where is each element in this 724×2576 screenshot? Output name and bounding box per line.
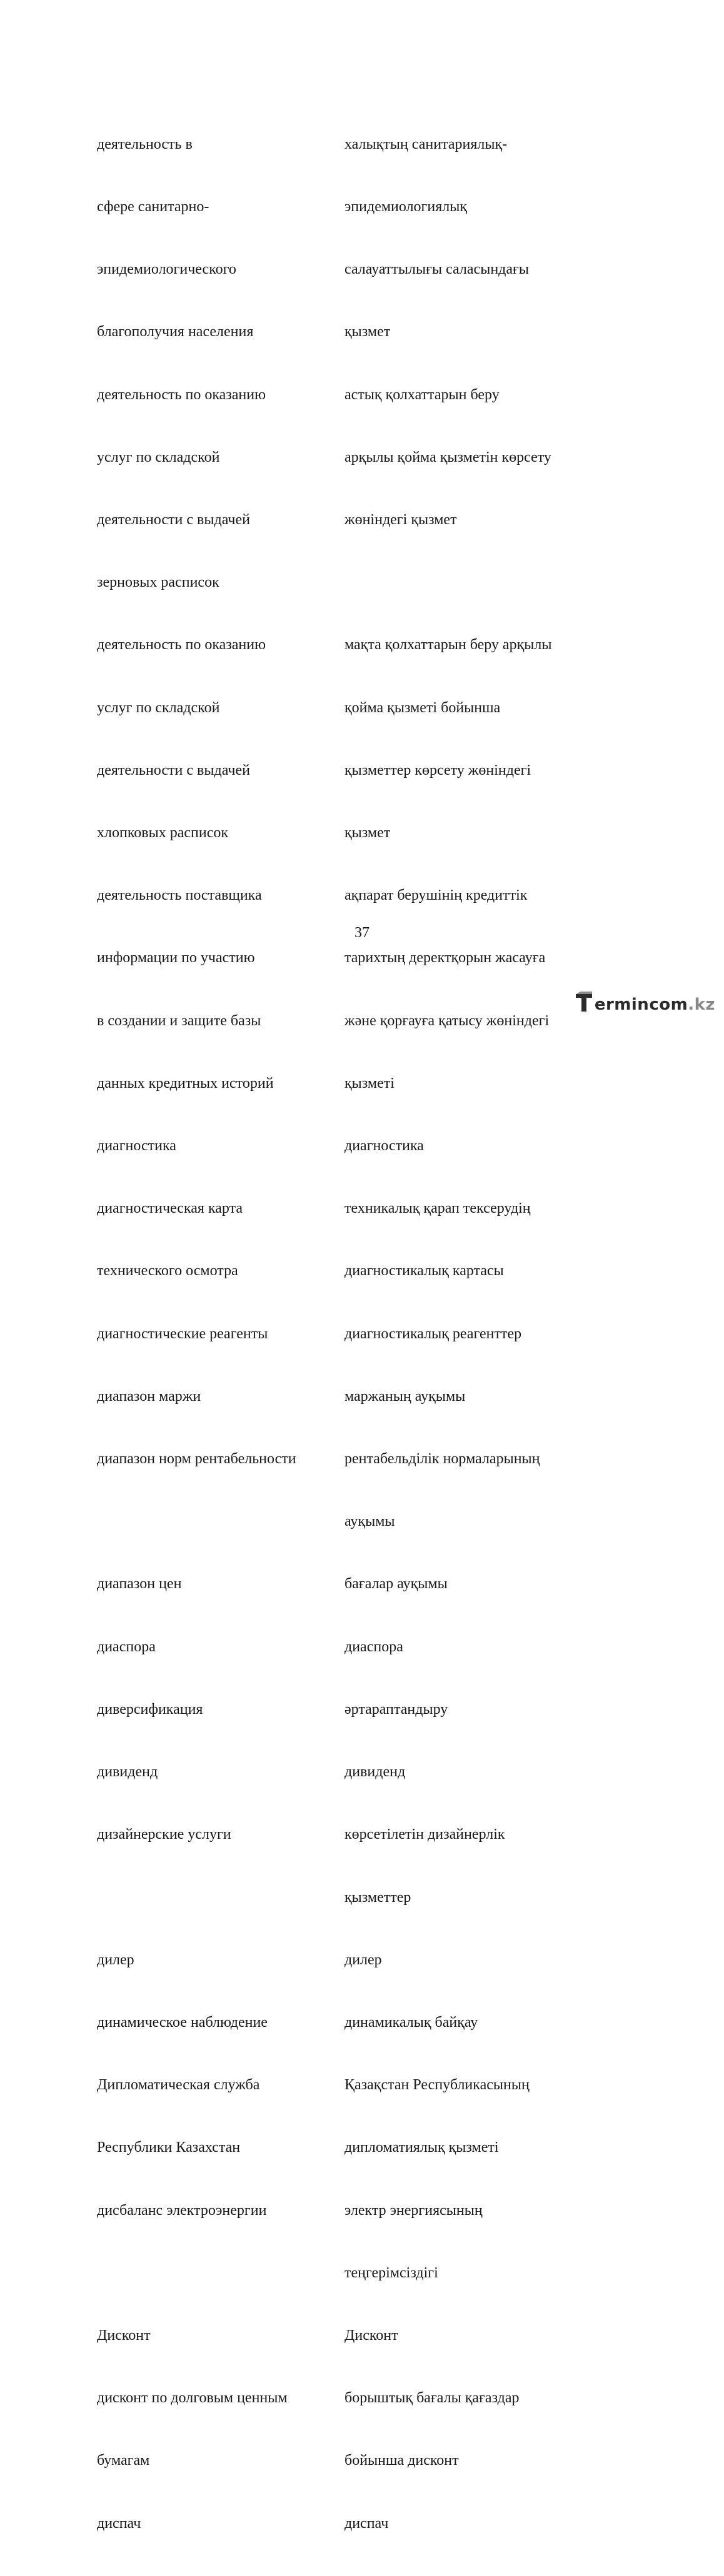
term-line-ru (97, 1511, 296, 1532)
t-letter-logo-icon (575, 992, 593, 1014)
term-line-ru: деятельность поставщика (97, 887, 262, 904)
term-line-ru: Республики Казахстан (97, 2139, 241, 2156)
term-line-ru: деятельность в (97, 136, 193, 152)
russian-terms-column (97, 92, 296, 2576)
term-line-kz: маржаның ауқымы (344, 1388, 466, 1405)
term-line-ru: динамическое наблюдение (97, 2014, 268, 2031)
term-line-ru: данных кредитных историй (97, 1075, 274, 1092)
term-line-kz: диаспора (344, 1638, 403, 1655)
term-line-kz: астық қолхаттарын беру (344, 386, 500, 403)
term-line-kz (344, 572, 551, 593)
term-line-kz: қызмет (344, 825, 391, 842)
term-line-ru: сфере санитарно- (97, 199, 209, 216)
term-line-kz: көрсетілетін дизайнерлік (344, 1826, 505, 1843)
term-line-kz: бойынша дисконт (344, 2452, 459, 2469)
term-line-ru: информации по участию (97, 950, 255, 967)
term-line-kz: теңгерімсіздігі (344, 2264, 438, 2281)
term-line-ru: дивиденд (97, 1764, 158, 1781)
term-line-ru (97, 2263, 296, 2284)
term-line-kz: жөніндегі қызмет (344, 512, 457, 529)
term-line-ru: деятельность по оказанию (97, 637, 266, 654)
term-line-kz: Дисконт (344, 2327, 398, 2344)
term-line-ru: зерновых расписок (97, 574, 219, 591)
term-line-kz: қойма қызметі бойынша (344, 699, 501, 716)
term-line-ru: диверсификация (97, 1701, 203, 1718)
term-line-ru: диагностика (97, 1138, 176, 1155)
term-line-ru: деятельности с выдачей (97, 762, 250, 778)
term-line-kz: қызметтер (344, 1889, 411, 1906)
term-line-kz: Қазақстан Республикасының (344, 2077, 530, 2094)
term-line-kz: диагностикалық реагенттер (344, 1325, 522, 1342)
term-line-ru: диаспора (97, 1638, 156, 1655)
kazakh-terms-column (344, 92, 551, 2576)
term-line-kz: рентабельділік нормаларының (344, 1451, 540, 1468)
term-line-kz: қызмет (344, 324, 391, 341)
term-line-ru: в создании и защите базы (97, 1012, 261, 1029)
term-line-kz: диагностикалық картасы (344, 1263, 504, 1280)
watermark-prefix: ermincom (594, 995, 688, 1014)
term-line-kz: дипломатиялық қызметі (344, 2139, 499, 2156)
term-line-ru: дилер (97, 1951, 134, 1968)
term-line-kz: диагностика (344, 1138, 424, 1155)
term-line-ru: диагностическая карта (97, 1200, 243, 1217)
term-line-kz: диспач (344, 2515, 389, 2532)
term-line-ru: деятельности с выдачей (97, 512, 250, 529)
term-line-ru: Дисконт (97, 2327, 151, 2344)
term-line-ru (97, 1887, 296, 1908)
term-line-ru: услуг по складской (97, 699, 220, 716)
term-line-kz: динамикалық байқау (344, 2014, 478, 2031)
term-line-ru: дисконт по долговым ценным (97, 2390, 288, 2407)
term-line-ru: диапазон норм рентабельности (97, 1451, 296, 1468)
term-line-kz: электр энергиясының (344, 2202, 483, 2219)
term-line-kz: әртараптандыру (344, 1701, 448, 1718)
term-line-ru: благополучия населения (97, 324, 254, 341)
term-line-kz: техникалық қарап тексерудің (344, 1200, 531, 1217)
term-line-kz: және қорғауға қатысу жөніндегі (344, 1012, 550, 1029)
term-line-kz: дилер (344, 1951, 382, 1968)
term-line-kz: ауқымы (344, 1513, 395, 1530)
term-line-ru: дисбаланс электроэнергии (97, 2202, 267, 2219)
term-line-kz: халықтың санитариялық- (344, 136, 508, 152)
term-line-kz: тарихтың деректқорын жасауға (344, 950, 546, 967)
term-line-kz: қызметтер көрсету жөніндегі (344, 762, 531, 778)
term-line-ru: диапазон маржи (97, 1388, 201, 1405)
term-line-ru: технического осмотра (97, 1263, 238, 1280)
term-line-ru: диагностические реагенты (97, 1325, 268, 1342)
term-line-kz: бағалар ауқымы (344, 1576, 448, 1593)
site-watermark (575, 992, 715, 1014)
term-line-kz: борыштық бағалы қағаздар (344, 2390, 520, 2407)
term-line-kz: мақта қолхаттарын беру арқылы (344, 637, 552, 654)
term-line-ru: деятельность по оказанию (97, 386, 266, 403)
term-line-ru: услуг по складской (97, 449, 220, 465)
term-line-ru: эпидемиологического (97, 261, 236, 278)
watermark-suffix: .kz (688, 995, 715, 1014)
term-line-kz: қызметі (344, 1075, 395, 1092)
term-line-ru: Дипломатическая служба (97, 2077, 260, 2094)
term-line-kz: салауаттылығы саласындағы (344, 261, 529, 278)
term-line-ru: диспач (97, 2515, 141, 2532)
term-line-ru: диапазон цен (97, 1576, 182, 1593)
term-line-ru: дизайнерские услуги (97, 1826, 231, 1843)
term-line-ru: бумагам (97, 2452, 150, 2469)
term-line-kz: дивиденд (344, 1764, 406, 1781)
term-line-kz: эпидемиологиялық (344, 199, 468, 216)
term-line-kz: ақпарат берушінің кредиттік (344, 887, 528, 904)
page-number: 37 (354, 925, 370, 941)
term-line-kz: арқылы қойма қызметін көрсету (344, 449, 551, 465)
term-line-ru: хлопковых расписок (97, 825, 229, 842)
